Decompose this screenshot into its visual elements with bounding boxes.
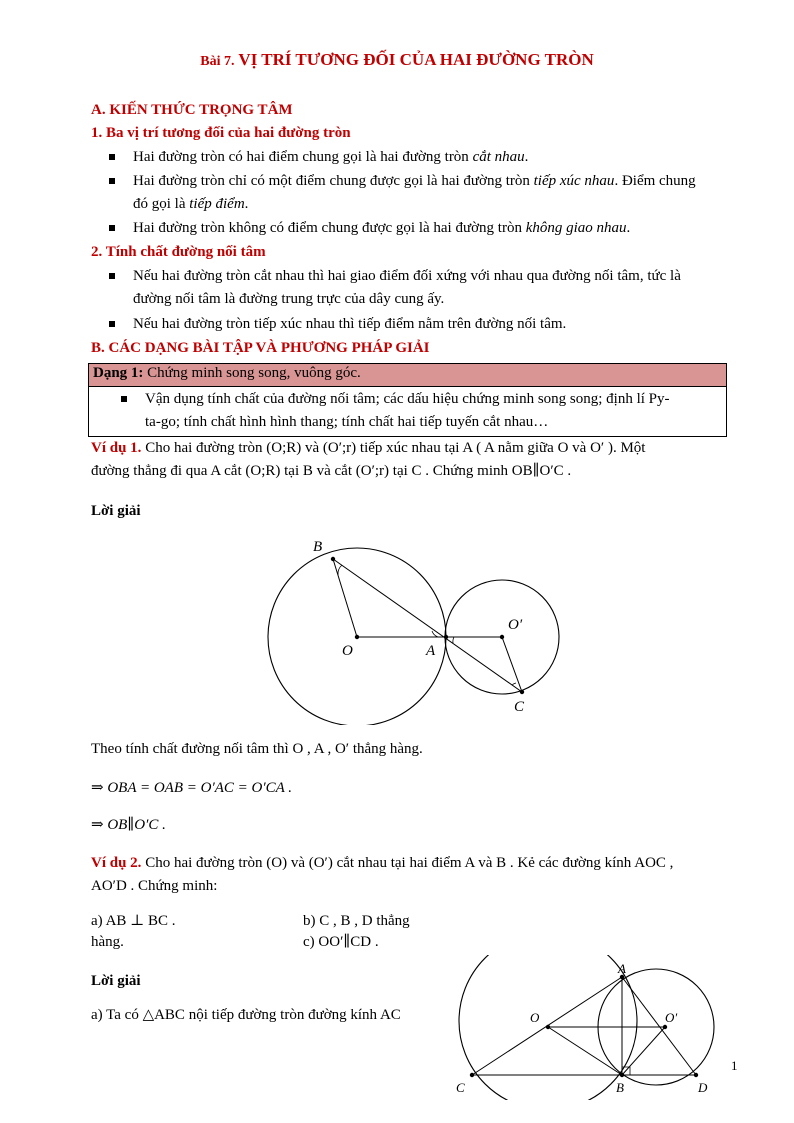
- dang1-title: Dạng 1: Chứng minh song song, vuông góc.: [93, 365, 361, 381]
- point-b: [620, 1073, 624, 1077]
- label-o-prime: O′: [665, 1010, 678, 1025]
- point-o: [355, 635, 359, 639]
- title-prefix: Bài 7.: [200, 54, 235, 69]
- section-b-heading: B. CÁC DẠNG BÀI TẬP VÀ PHƯƠNG PHÁP GIẢI: [91, 340, 430, 356]
- vd1-loigiai: Lời giải: [91, 503, 141, 519]
- vd1-step2: ⇒ OBA = OAB = O′AC = O′CA .: [91, 780, 293, 796]
- bullet-tiep-xuc: Hai đường tròn chỉ có một điểm chung được gọi là hai đường tròn tiếp xúc nhau. Điểm chung đó gọi là tiếp điểm.: [133, 170, 738, 216]
- label-o: O: [342, 643, 353, 659]
- page-number: 1: [731, 1058, 738, 1073]
- label-o: O: [530, 1010, 540, 1025]
- label-c: C: [514, 699, 525, 715]
- point-d: [694, 1073, 698, 1077]
- vd2-loigiai: Lời giải: [91, 973, 141, 989]
- bullet-cat-nhau: Hai đường tròn có hai điểm chung gọi là hai đường tròn cắt nhau.: [133, 146, 528, 169]
- label-d: D: [698, 1080, 708, 1095]
- label-o-prime: O′: [508, 617, 523, 633]
- bullet-tiep-diem: Nếu hai đường tròn tiếp xúc nhau thì tiếp điểm nằm trên đường nối tâm.: [133, 313, 566, 336]
- vd2-step1: a) Ta có △ABC nội tiếp đường tròn đường kính AC: [91, 1007, 401, 1023]
- segment-o-prime-b: [622, 1027, 665, 1075]
- segment-o-prime-c: [502, 637, 522, 692]
- point-a: [444, 635, 448, 639]
- angle-mark-a2: [453, 637, 454, 643]
- vd2-part-c: c) OO′∥CD .: [303, 934, 379, 950]
- point-c: [470, 1073, 474, 1077]
- label-c: C: [456, 1080, 465, 1095]
- bullet-marker: [109, 178, 115, 184]
- bullet-khong-giao: Hai đường tròn không có điểm chung được gọi là hai đường tròn không giao nhau.: [133, 217, 630, 240]
- vd2-part-b: b) C , B , D thẳng: [303, 913, 410, 929]
- point-o: [546, 1025, 550, 1029]
- section-a-sub1: 1. Ba vị trí tương đối của hai đường tròn: [91, 125, 351, 141]
- bullet-doi-xung: Nếu hai đường tròn cắt nhau thì hai giao điểm đối xứng với nhau qua đường nối tâm, tức là đường nối tâm là đường trung trực của dây cung ấy.: [133, 265, 738, 311]
- bullet-marker: [109, 225, 115, 231]
- figure-tangent-circles: [260, 535, 560, 725]
- vd2-part-a: a) AB ⊥ BC .: [91, 913, 176, 929]
- label-b: B: [616, 1080, 624, 1095]
- angle-mark-c: [512, 683, 516, 685]
- page-title: [0, 50, 794, 70]
- point-o-prime: [500, 635, 504, 639]
- bullet-marker: [109, 154, 115, 160]
- section-a-heading: A. KIẾN THỨC TRỌNG TÂM: [91, 102, 293, 118]
- figure-intersecting-circles: [450, 955, 730, 1100]
- bullet-marker: [109, 273, 115, 279]
- bullet-marker: [121, 396, 127, 402]
- point-c: [520, 690, 524, 694]
- label-b: B: [313, 539, 323, 555]
- label-a: A: [618, 961, 626, 976]
- vd1-step1: Theo tính chất đường nối tâm thì O , A , O′ thẳng hàng.: [91, 741, 423, 757]
- vd1-statement: Ví dụ 1. Cho hai đường tròn (O;R) và (O′;r) tiếp xúc nhau tại A ( A nằm giữa O và O′ ). Một đường thẳng đi qua A cắt (O;R) tại B và cắt (O′;r) tại C . Chứng minh OB∥O′C .: [91, 440, 646, 479]
- point-b: [331, 557, 335, 561]
- line-bc: [333, 559, 522, 692]
- label-a: A: [426, 643, 436, 659]
- title-main: VỊ TRÍ TƯƠNG ĐỐI CỦA HAI ĐƯỜNG TRÒN: [238, 50, 594, 69]
- bullet-marker: [109, 321, 115, 327]
- segment-ob: [548, 1027, 622, 1075]
- vd2-part-b-cont: hàng.: [91, 934, 124, 950]
- point-o-prime: [663, 1025, 667, 1029]
- line-ao-prime-d: [622, 977, 696, 1075]
- vd1-step3: ⇒ OB∥O′C .: [91, 817, 166, 833]
- section-a-sub2: 2. Tính chất đường nối tâm: [91, 244, 266, 260]
- angle-mark-b: [338, 565, 342, 575]
- segment-ob: [333, 559, 357, 637]
- method-text: Vận dụng tính chất của đường nối tâm; các dấu hiệu chứng minh song song; định lí Py- ta-go; tính chất hình hình thang; tính chất hai tiếp tuyến cắt nhau…: [145, 388, 720, 434]
- vd2-statement: Ví dụ 2. Cho hai đường tròn (O) và (O′) cắt nhau tại hai điểm A và B . Kẻ các đường kính AOC , AO′D . Chứng minh:: [91, 855, 674, 894]
